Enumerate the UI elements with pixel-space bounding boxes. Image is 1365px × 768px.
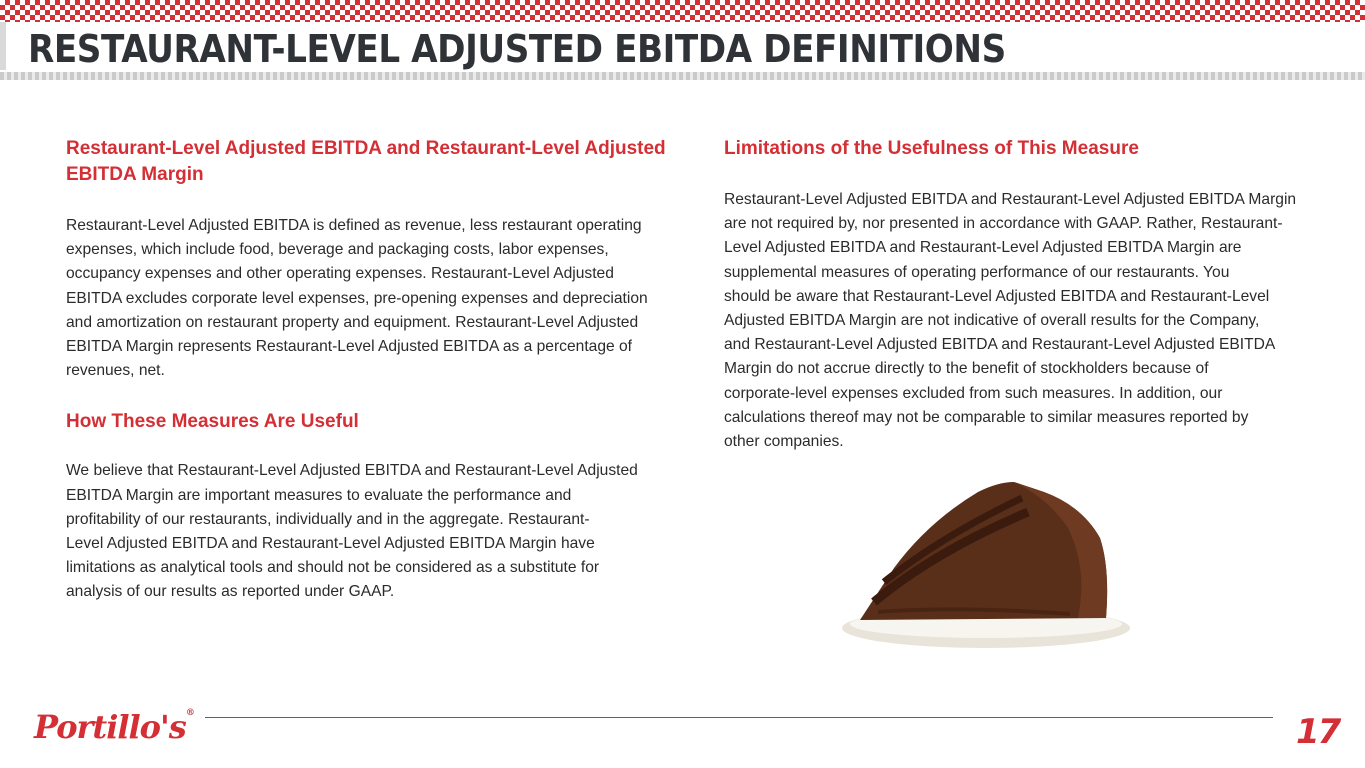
- section-heading-line: EBITDA Margin: [66, 164, 204, 185]
- text-line: expenses, which include food, beverage and packaging costs, labor expenses,: [66, 241, 609, 259]
- section-heading-usefulness: How These Measures Are Useful: [66, 411, 359, 433]
- left-column: [66, 136, 666, 605]
- text-line: are not required by, nor presented in accordance with GAAP. Rather, Restaurant-: [724, 215, 1283, 233]
- text-line: Adjusted EBITDA Margin are not indicative of overall results for the Company,: [724, 312, 1260, 330]
- text-line: Level Adjusted EBITDA and Restaurant-Level Adjusted EBITDA Margin have: [66, 535, 595, 553]
- text-line: Level Adjusted EBITDA and Restaurant-Level Adjusted EBITDA Margin are: [724, 239, 1242, 257]
- text-line: and Restaurant-Level Adjusted EBITDA and Restaurant-Level Adjusted EBITDA: [724, 336, 1276, 354]
- text-line: analysis of our results as reported under GAAP.: [66, 583, 395, 601]
- section-heading-line: Restaurant-Level Adjusted EBITDA and Restaurant-Level Adjusted: [66, 138, 666, 159]
- text-line: We believe that Restaurant-Level Adjusted EBITDA and Restaurant-Level Adjusted: [66, 462, 638, 480]
- header-pattern-border: [0, 0, 1365, 22]
- footer-divider: [205, 717, 1273, 718]
- text-line: profitability of our restaurants, individually and in the aggregate. Restaurant-: [66, 510, 590, 528]
- logo-text: Portillo's: [34, 708, 186, 746]
- title-underline: [0, 72, 1365, 80]
- chocolate-cake-image: [838, 478, 1134, 654]
- text-line: EBITDA Margin are important measures to evaluate the performance and: [66, 486, 572, 504]
- text-line: EBITDA excludes corporate level expenses, pre-opening expenses and depreciation: [66, 289, 648, 307]
- text-line: supplemental measures of operating performance of our restaurants. You: [724, 263, 1230, 281]
- text-line: should be aware that Restaurant-Level Adjusted EBITDA and Restaurant-Level: [724, 287, 1270, 305]
- section-heading-definition: [66, 136, 666, 188]
- text-line: limitations as analytical tools and should not be considered as a substitute for: [66, 559, 600, 577]
- text-line: Restaurant-Level Adjusted EBITDA is defined as revenue, less restaurant operating: [66, 217, 642, 234]
- text-line: other companies.: [724, 433, 844, 451]
- text-line: corporate-level expenses excluded from such measures. In addition, our: [724, 384, 1223, 402]
- section-heading-limitations: Limitations of the Usefulness of This Measure: [724, 138, 1139, 159]
- text-line: occupancy expenses and other operating expenses. Restaurant-Level Adjusted: [66, 265, 614, 283]
- limitations-paragraph: [724, 188, 1304, 454]
- registered-mark: ®: [185, 708, 194, 718]
- definition-paragraph: [66, 214, 666, 383]
- page-title: RESTAURANT-LEVEL ADJUSTED EBITDA DEFINITIONS: [28, 27, 1006, 71]
- text-line: revenues, net.: [66, 362, 165, 380]
- right-column: [724, 136, 1304, 454]
- cake-body: [860, 482, 1107, 620]
- text-line: and amortization on restaurant property and equipment. Restaurant-Level Adjusted: [66, 313, 639, 331]
- text-line: Restaurant-Level Adjusted EBITDA and Restaurant-Level Adjusted EBITDA Margin: [724, 191, 1297, 208]
- portillos-logo: [34, 708, 194, 746]
- usefulness-paragraph: [66, 459, 666, 604]
- text-line: EBITDA Margin represents Restaurant-Level Adjusted EBITDA as a percentage of: [66, 338, 633, 356]
- text-line: Margin do not accrue directly to the benefit of stockholders because of: [724, 360, 1209, 378]
- page-number: 17: [1296, 712, 1340, 752]
- text-line: calculations thereof may not be comparable to similar measures reported by: [724, 408, 1249, 426]
